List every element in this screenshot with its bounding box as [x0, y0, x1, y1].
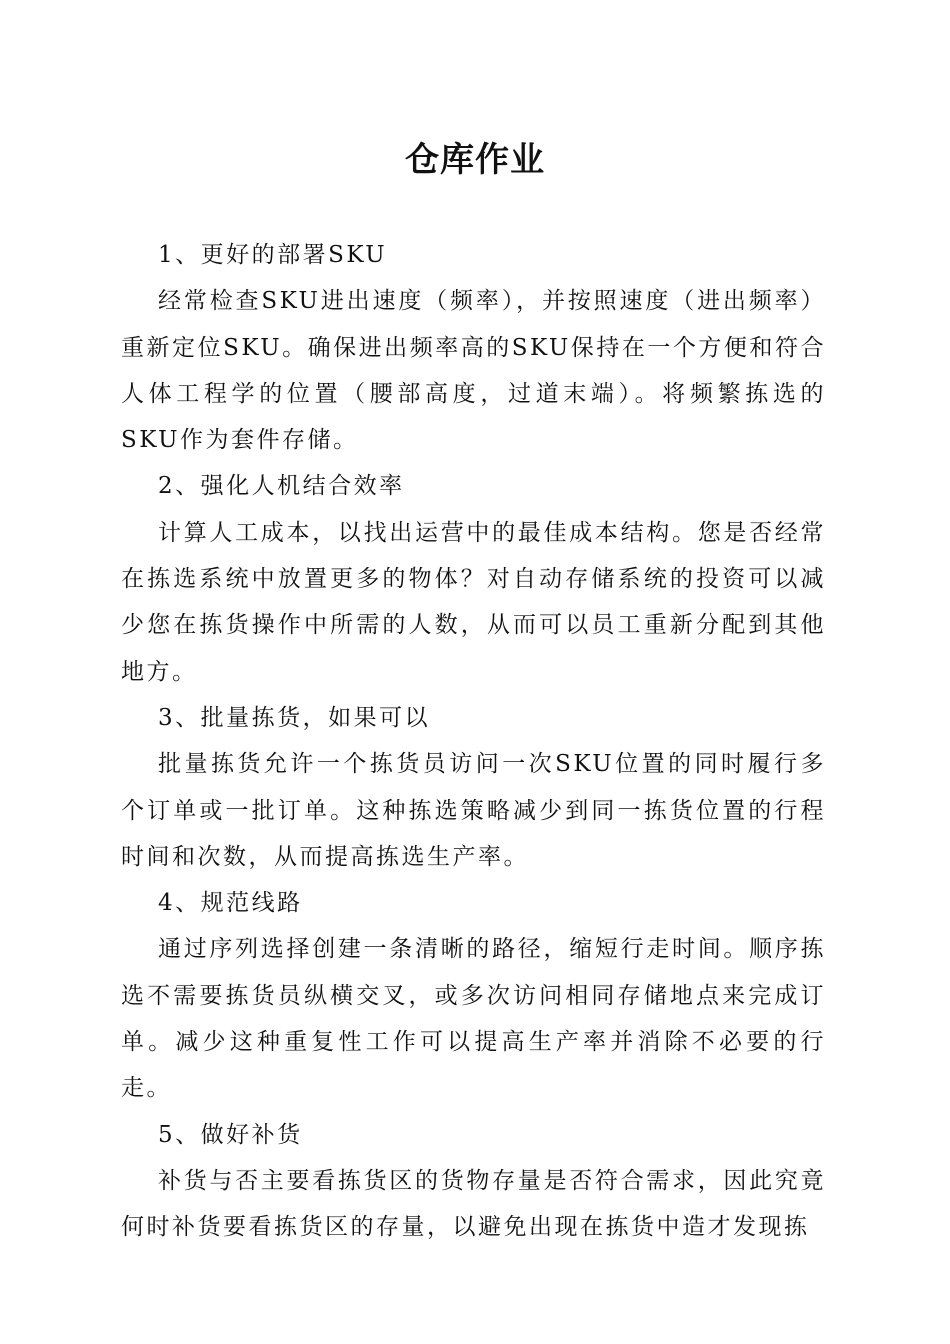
section-body-1: 经常检查SKU进出速度（频率），并按照速度（进出频率）重新定位SKU。确保进出频率高的SKU保持在一个方便和符合人体工程学的位置（腰部高度，过道末端）。将频繁拣选的SKU作为套件存储。	[121, 288, 826, 454]
section-body-4: 通过序列选择创建一条清晰的路径，缩短行走时间。顺序拣选不需要拣货员纵横交叉，或多次访问相同存储地点来完成订单。减少这种重复性工作可以提高生产率并消除不必要的行走。	[121, 936, 826, 1102]
document-body	[121, 232, 826, 1251]
section-heading-3: 3、批量拣货，如果可以	[158, 704, 431, 731]
section-heading-1: 1、更好的部署SKU	[158, 242, 388, 268]
section-heading-4: 4、规范线路	[158, 890, 303, 917]
document-title: 仓库作业	[405, 140, 545, 180]
section-body-5: 补货与否主要看拣货区的货物存量是否符合需求，因此究竟何时补货要看拣货区的存量，以避免出现在拣货中造才发现拣	[121, 1167, 826, 1241]
section-heading-2: 2、强化人机结合效率	[158, 473, 405, 500]
section-heading-5: 5、做好补货	[158, 1121, 303, 1148]
section-body-3: 批量拣货允许一个拣货员访问一次SKU位置的同时履行多个订单或一批订单。这种拣选策略减少到同一拣货位置的行程时间和次数，从而提高拣选生产率。	[121, 751, 826, 870]
section-body-2: 计算人工成本，以找出运营中的最佳成本结构。您是否经常在拣选系统中放置更多的物体？对自动存储系统的投资可以减少您在拣货操作中所需的人数，从而可以员工重新分配到其他地方。	[121, 519, 826, 685]
